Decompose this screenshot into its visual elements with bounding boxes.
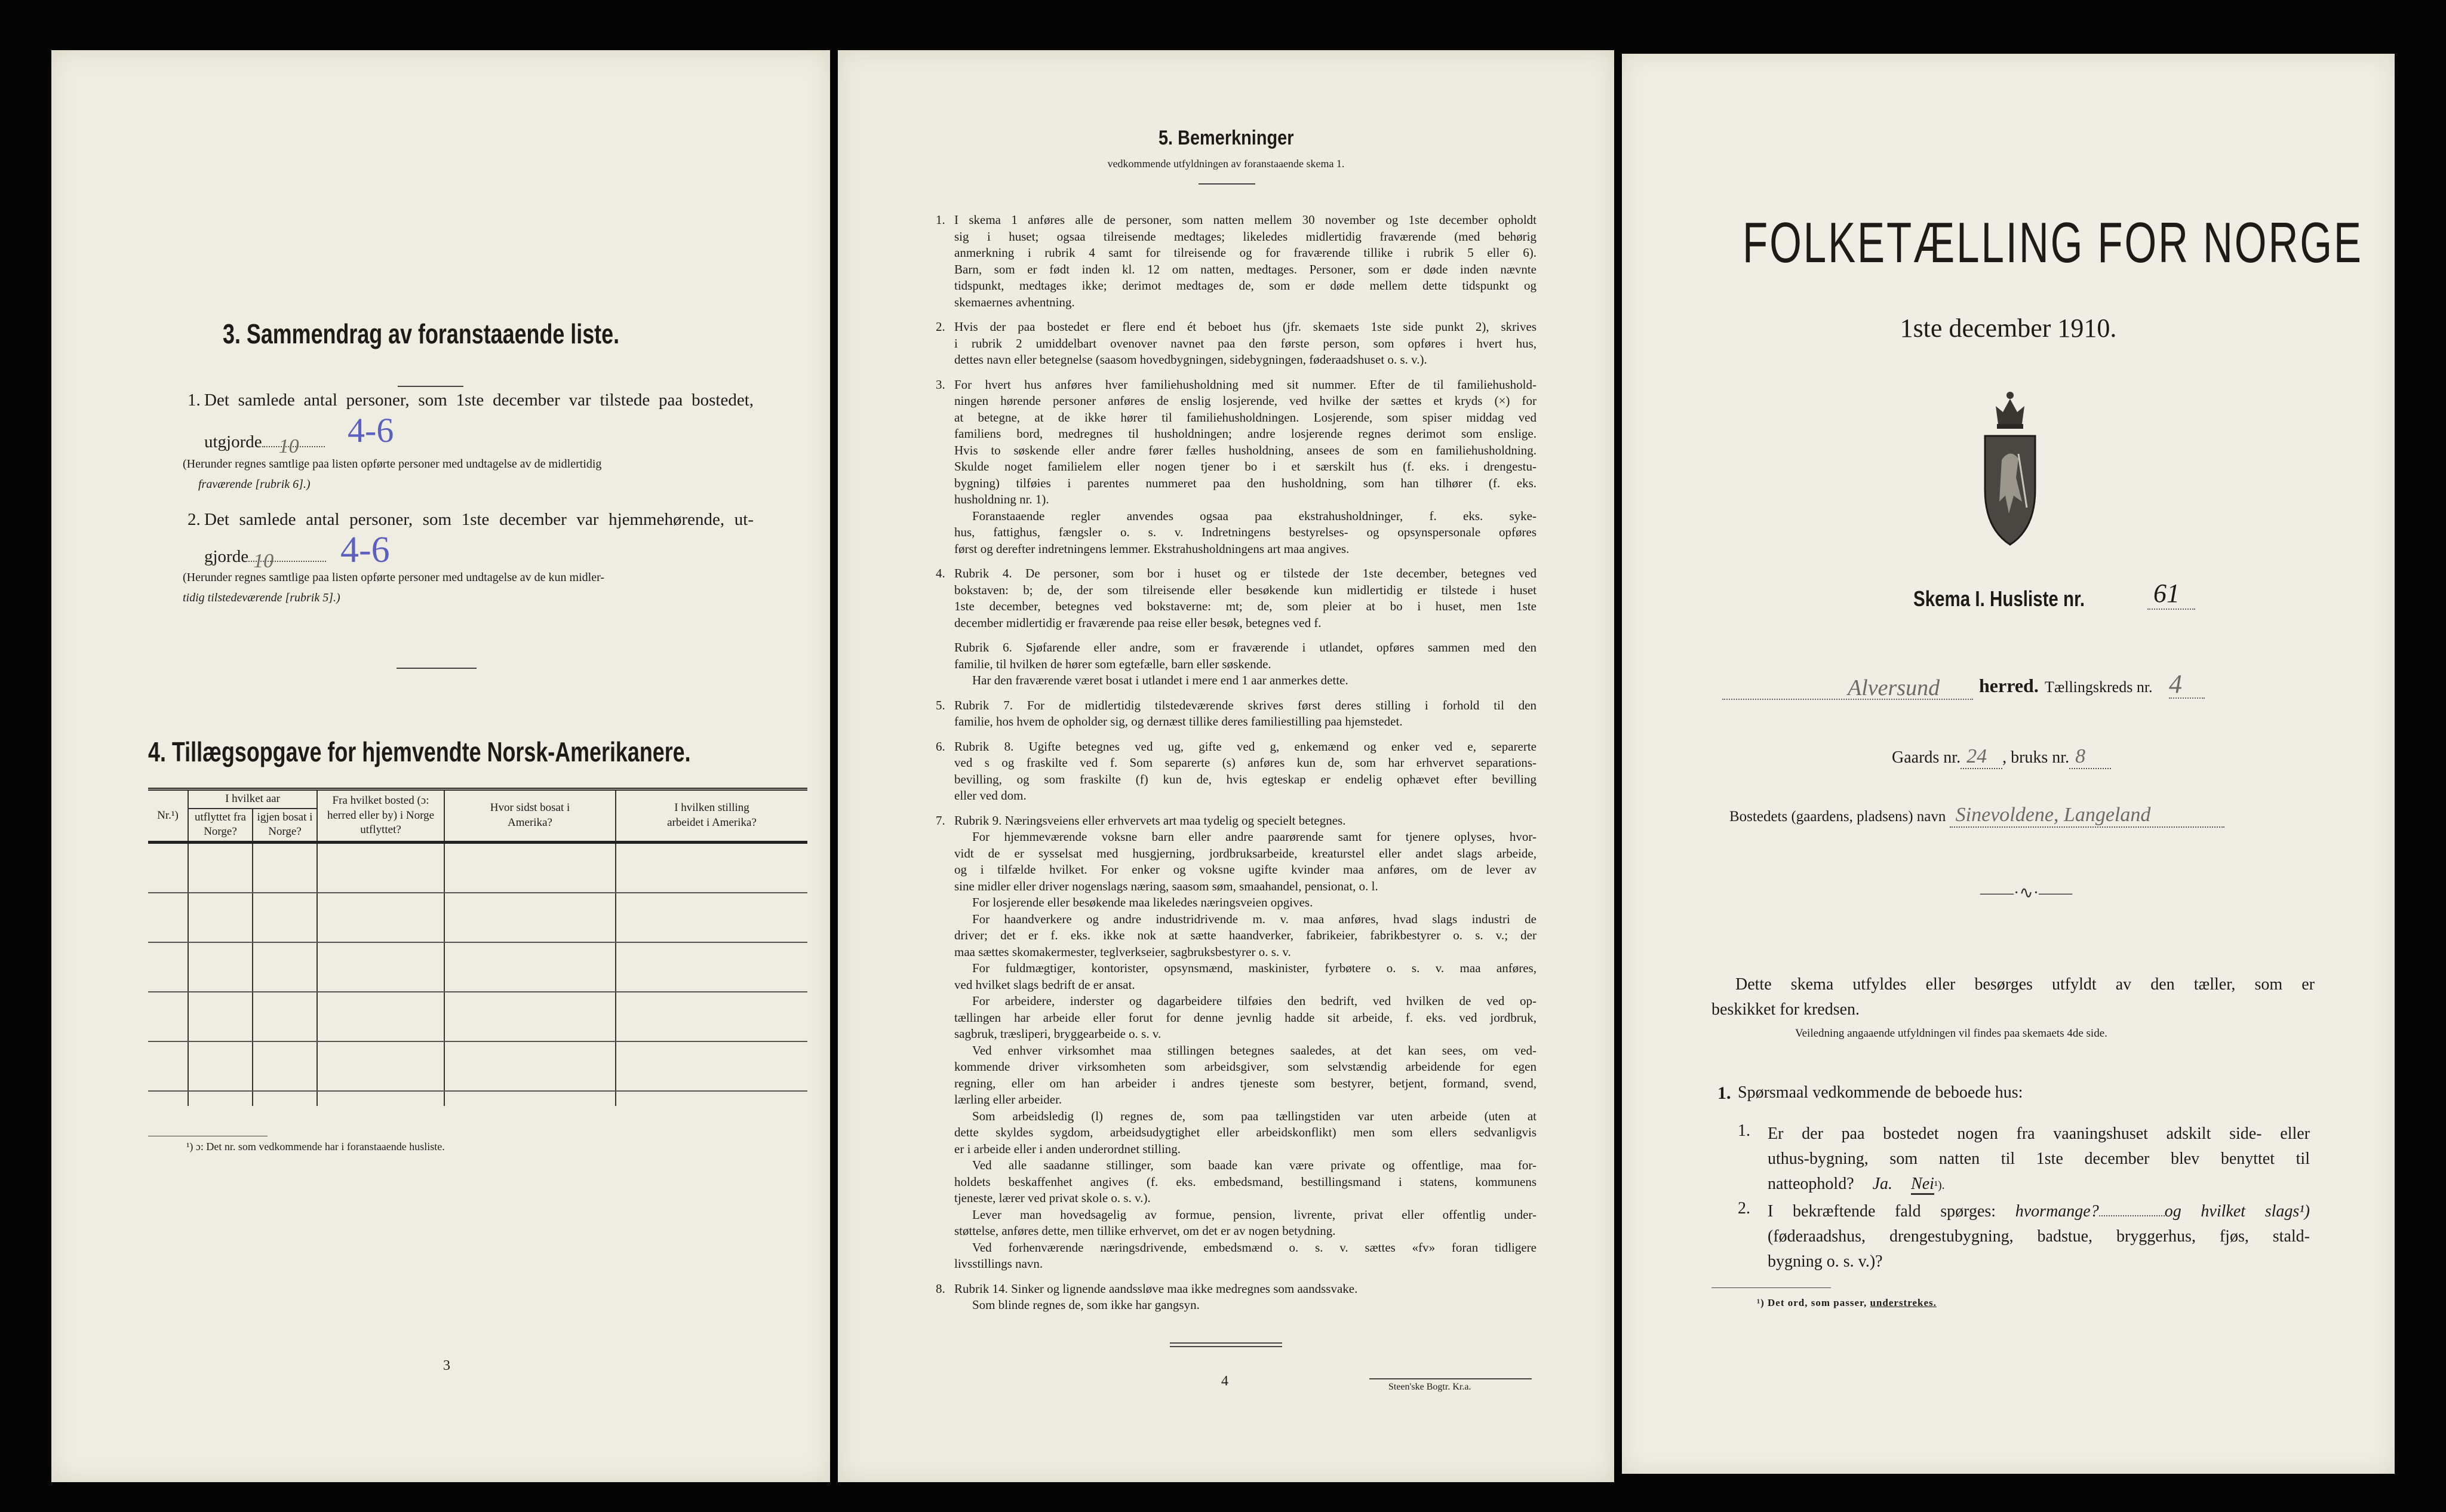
remark-line: Ved alle saadanne stillinger, som baade kan være private og offentlige, maa for-: [972, 1158, 1537, 1172]
remark-line: sine midler eller driver nogenslags næring, saasom søm, smaahandel, pensionat, o. l.: [954, 878, 1378, 893]
husliste-number-field[interactable]: 61: [2147, 578, 2195, 610]
remark-line: holdets beskaffenhet angives (f. eks. embedsmand, bestillingsmand i statens, kommunens: [954, 1174, 1537, 1189]
page-number: 3: [443, 1358, 450, 1373]
remark-line: familiens bord, medregnes til husholdningen; andre losjerende regnes derimot som enslige.: [954, 426, 1537, 441]
item-1-answer: utgjorde 10 4-6: [204, 411, 394, 457]
intro-text: Dette skema utfyldes eller besørges utfyldt av den tæller, som er beskikket for kredsen.: [1711, 975, 2315, 1019]
page-number: 4: [1221, 1373, 1228, 1389]
remark-line: maa sættes skomakermester, teglverkseier, sagbruksbestyrer o. s. v.: [954, 944, 1291, 959]
table-row: [148, 843, 807, 893]
footnote: ¹) ɔ: Det nr. som vedkommende har i foranstaaende husliste.: [186, 1141, 445, 1153]
remark-line: Som blinde regnes de, som ikke har gangsyn.: [972, 1298, 1200, 1312]
col-nr: Nr.¹): [157, 809, 179, 822]
remark-line: ningen hørende personer anføres de enslig losjerende, ved hvilke der sættes et kryds (×) for: [954, 394, 1537, 408]
remark-7: [936, 813, 1537, 1273]
remark-line: dette skyldes sygdom, arbeidsudygtighet eller arbeidskonflikt) men som ellers sedvanligvis: [954, 1125, 1537, 1139]
handwritten-count-ink: 4-6: [340, 530, 390, 570]
remark-line: Har den fraværende været bosat i utlandet i mere end 1 aar anmerkes dette.: [972, 673, 1348, 687]
remark-line: bevilling, og som fraskilte (f) kun de, hvis egteskap er endelig ophævet efter bevilling: [954, 772, 1537, 786]
remark-8: [936, 1281, 1537, 1314]
table-row: [148, 942, 807, 992]
herred-field[interactable]: Alversund: [1722, 675, 1973, 700]
remark-line: sagbruk, træsliperi, bryggearbeide o. s. v.: [954, 1027, 1161, 1041]
table-row: [148, 1041, 807, 1091]
remark-line: kommende driver virksomheten som arbeidsgiver, som selvstændig arbeidende for egen: [954, 1059, 1537, 1074]
col-group-year: I hvilket aar: [188, 789, 317, 809]
remark-line: eller ved dom.: [954, 788, 1027, 803]
option-nei-underlined[interactable]: Nei: [1911, 1175, 1934, 1195]
remark-line: Rubrik 8. Ugifte betegnes ved ug, gifte ved g, enkemænd og enker ved e, separerte: [954, 739, 1537, 754]
norwegian-americans-table: [148, 788, 807, 1106]
remark-line: hus, fattighus, fængsler o. s. v. Indretningens bestyrelses- og opsynspersonale opføres: [954, 525, 1537, 539]
remark-line: Foranstaaende regler anvendes ogsaa paa ekstrahusholdninger, f. eks. syke-: [972, 508, 1537, 523]
remark-line: og i tilfælde hvilket. For enker og voksne ugifte kvinder maa anføres, om de lever av: [954, 862, 1537, 877]
remark-line: dettes navn eller betegnelse (saasom hovedbygningen, sidebygningen, føderaadshuset o. s. v.).: [954, 352, 1427, 367]
coat-of-arms-icon: [1979, 388, 2041, 549]
table-row: [148, 893, 807, 942]
remark-number: 3.: [936, 377, 945, 392]
col-occupation: I hvilken stilling arbeidet i Amerika?: [616, 789, 807, 843]
bosted-field[interactable]: Sinevoldene, Langeland: [1950, 804, 2224, 828]
remark-line: skemaernes avhentning.: [954, 294, 1075, 309]
handwritten-count-pencil: 10: [278, 435, 299, 457]
question-2: I bekræftende fald spørges: hvormange? og hvilket slags¹) (føderaadshus, drengestubygning, badstue, bryggerhus, fjøs, stald- bygning o. s. v.)?: [1768, 1202, 2310, 1271]
double-rule: [1170, 1346, 1282, 1347]
page-1-cover: [1622, 54, 2395, 1474]
census-date: 1ste december 1910.: [1900, 314, 2117, 343]
remark-line: Hvis der paa bostedet er flere end ét beboet hus (jfr. skemaets 1ste side punkt 2), skrives: [954, 319, 1537, 334]
remark-line: familie, hos hvem de opholder sig, og dernæst tillike deres familiestilling paa hjemstedet.: [954, 714, 1403, 729]
page-3-summary: [51, 50, 830, 1482]
col-returned: igjen bosat i Norge?: [253, 809, 317, 843]
remark-line: For losjerende eller besøkende maa likeledes næringsveien opgives.: [972, 895, 1313, 909]
remark-line: husholdning nr. 1).: [954, 492, 1049, 506]
item-1-note-1: (Herunder regnes samtlige paa listen opførte personer med undtagelse av de midlertidig: [183, 457, 602, 471]
remark-number: 2.: [936, 319, 945, 334]
remark-line: Barn, som er født inden kl. 12 om natten, medtages. Personer, som er døde inden nævnte: [954, 262, 1537, 276]
herred-label: herred.: [1979, 675, 2039, 696]
remark-line: Lever man hovedsagelig av formue, pension, livrente, privat eller offentlig under-: [972, 1207, 1537, 1222]
remark-number: 1.: [936, 213, 945, 227]
question-section-num: 1.: [1717, 1083, 1731, 1103]
ornament-divider: ——·∿·——: [1980, 884, 2073, 902]
item-2-answer: gjorde 10 4-6: [204, 530, 390, 572]
page-4-remarks: [838, 50, 1614, 1482]
remark-line: er i arbeide eller i anden underordnet stilling.: [954, 1141, 1181, 1156]
col-from-where: Fra hvilket bosted (ɔ: herred eller by) i Norge utflyttet?: [317, 789, 444, 843]
section-4-heading: 4. Tillægsopgave for hjemvendte Norsk-Amerikanere.: [148, 736, 691, 767]
remark-line: Rubrik 6. Sjøfarende eller andre, som er fraværende i utlandet, opføres sammen med den: [954, 640, 1537, 654]
remark-line: Hvis to søskende eller andre fører fælles husholdning, ansees de som en familiehusholdning.: [954, 442, 1537, 457]
census-title: FOLKETÆLLING FOR NORGE: [1743, 211, 2363, 275]
footnote: ¹) Det ord, som passer, understrekes.: [1757, 1297, 1937, 1308]
divider: [397, 668, 477, 669]
section-3-heading: 3. Sammendrag av foranstaaende liste.: [223, 318, 620, 349]
question-section-title: Spørsmaal vedkommende de beboede hus:: [1738, 1083, 2023, 1102]
remark-line: vidt de er sysselsat med husgjerning, jordbruksarbeide, kreaturstel eller andet slags arbeide,: [954, 846, 1537, 861]
remark-line: Rubrik 4. De personer, som bor i huset og er tilstede der 1ste december, betegnes ved: [954, 566, 1537, 580]
remark-4: [936, 566, 1537, 631]
remarks-subtitle: vedkommende utfyldningen av foranstaaende skema 1.: [1107, 158, 1345, 170]
gaards-row: Gaards nr. 24 , bruks nr. 8: [1892, 745, 2111, 769]
remark-line: driver; det er f. eks. ikke nok at sætte haandverker, fabrikeier, fabrikbestyrer o. s. v.; der: [954, 928, 1537, 942]
item-2-note-1: (Herunder regnes samtlige paa listen opførte personer med undtagelse av de kun midler-: [183, 571, 605, 584]
remark-line: Rubrik 7. For de midlertidig tilstedeværende skrives først deres stilling i forhold til den: [954, 697, 1537, 712]
question-1: Er der paa bostedet nogen fra vaaningshuset adskilt side- eller uthus-bygning, som natten til 1ste december blev benyttet til natteophold? Ja. Nei¹).: [1768, 1121, 2310, 1198]
remark-line: regning, eller om han arbeider i andres tjeneste som bestyrer, betjent, formand, svend,: [954, 1075, 1537, 1090]
skema-line: Skema I. Husliste nr.: [1913, 586, 2085, 611]
q1-num: 1.: [1738, 1121, 1750, 1140]
remark-line: lærling eller arbeider.: [954, 1092, 1062, 1107]
remark-line: Rubrik 14. Sinker og lignende aandssløve maa ikke medregnes som aandssvake.: [954, 1281, 1358, 1296]
hvormange-field[interactable]: [2099, 1215, 2165, 1216]
kreds-number-field[interactable]: 4: [2169, 669, 2205, 699]
item-2-num: 2.: [188, 510, 201, 529]
col-emigrated: utflyttet fra Norge?: [188, 809, 253, 843]
remark-number: 4.: [936, 566, 945, 580]
remark-line: 1ste december, betegnes ved bokstaverne: mt; de, som pleier at bo i huset, men 1ste: [954, 599, 1537, 613]
q2-num: 2.: [1738, 1199, 1750, 1218]
item-2-text: Det samlede antal personer, som 1ste december var hjemmehørende, ut-: [204, 510, 754, 529]
divider: [398, 386, 463, 387]
remark-line: Skulde noget familielem eller nogen tjener bo i et særskilt hus (f. eks. i drengestu-: [954, 459, 1537, 474]
table-row: [148, 1091, 807, 1106]
remark-line: For hjemmeværende voksne barn eller andre paarørende samt for tjenere oplyses, hvor-: [972, 829, 1537, 844]
item-1-num: 1.: [188, 391, 201, 410]
remark-line: sig i huset; ogsaa tilreisende medtages; likeledes midlertidig fraværende (med behørig: [954, 229, 1537, 244]
remark-number: 6.: [936, 739, 945, 754]
handwritten-count-ink: 4-6: [348, 411, 394, 450]
remark-rubrik-6: [936, 640, 1537, 689]
remarks-title: 5. Bemerkninger: [1158, 127, 1294, 149]
col-last-residence: Hvor sidst bosat i Amerika?: [444, 789, 616, 843]
remark-line: Ved enhver virksomhet maa stillingen betegnes saaledes, at det kan sees, om ved-: [972, 1043, 1537, 1058]
remark-number: 8.: [936, 1281, 945, 1296]
remark-line: For hvert hus anføres hver familiehusholdning med sit nummer. Efter de til familiehushold-: [954, 377, 1537, 392]
bruks-number-field[interactable]: 8: [2069, 745, 2111, 769]
divider: [1199, 183, 1255, 185]
remark-line: ved s og fraskilte ved f. Som separerte (s) anføres kun de, som har erhvervet separations-: [954, 755, 1537, 770]
remark-line: For arbeidere, inderster og dagarbeidere tilføies den bedrift, ved hvilken de ved op-: [972, 994, 1537, 1008]
remark-line: I skema 1 anføres alle de personer, som natten mellem 30 november og 1ste december opholdt: [954, 213, 1537, 227]
remark-line: ved hvilket slags bedrift de er ansat.: [954, 977, 1135, 992]
remark-6: [936, 739, 1537, 804]
footnote-rule: [1711, 1287, 1831, 1288]
remark-line: Rubrik 9. Næringsveiens eller erhvervets art maa tydelig og specielt betegnes.: [954, 813, 1346, 828]
item-1-text: Det samlede antal personer, som 1ste december var tilstede paa bostedet,: [204, 391, 754, 410]
double-rule: [1170, 1342, 1282, 1344]
remark-2: [936, 319, 1537, 368]
remark-line: bokstaven: b; de, der som tilreisende eller besøkende kun midlertidig er tilstede i huset: [954, 582, 1537, 597]
remark-line: livsstillings navn.: [954, 1256, 1043, 1271]
printer-credit: Steen'ske Bogtr. Kr.a.: [1388, 1382, 1471, 1392]
remark-line: tidspunkt, medtages ikke; derimot medtages de, som er døde mellem dette tidspunkt og: [954, 278, 1537, 293]
remark-3: [936, 377, 1537, 558]
remark-line: at betegne, at de ikke hører til familiehusholdningen. Losjerende, som spiser middag ved: [954, 410, 1537, 425]
remark-line: Som arbeidsledig (l) regnes de, som paa tællingstiden var uten arbeide (uten at: [972, 1108, 1537, 1123]
item-1-note-2: fraværende [rubrik 6].): [198, 478, 311, 491]
remark-line: familie, til hvilken de hører som egtefælle, barn eller søskende.: [954, 656, 1271, 671]
remarks-list: [936, 212, 1537, 1322]
remark-5: [936, 697, 1537, 730]
remark-line: støttelse, anføres dette, men tillike erhvervet, om det er av nogen betydning.: [954, 1224, 1336, 1238]
remark-number: 5.: [936, 697, 945, 712]
remark-line: tællingen har arbeide eller forut for denne jevnlig hadde sit arbeide, f. eks. ved jordbruk,: [954, 1010, 1537, 1025]
remark-line: i rubrik 2 umiddelbart ovenover navnet paa den første person, som opføres i hvert hus,: [954, 336, 1537, 351]
handwritten-count-pencil: 10: [253, 550, 274, 572]
remark-number: 7.: [936, 813, 945, 828]
remark-line: For haandverkere og andre industridrivende m. v. maa anføres, hvad slags industri de: [972, 911, 1537, 926]
gaards-number-field[interactable]: 24: [1961, 745, 2002, 769]
table-row: [148, 992, 807, 1041]
remark-line: bygning) tilføies i parentes nummeret paa den husholdning, som han tilhører (f. eks.: [954, 475, 1537, 490]
remark-line: tjeneste, lærer ved privat skole o. s. v.).: [954, 1191, 1151, 1205]
remark-line: For fuldmægtiger, kontorister, opsynsmænd, maskinister, fyrbøtere o. s. v. maa anføres,: [972, 961, 1537, 975]
remark-line: Ved forhenværende næringsdrivende, embedsmænd o. s. v. sættes «fv» foran tidligere: [972, 1240, 1537, 1255]
remark-1: [936, 212, 1537, 311]
bosted-row: Bostedets (gaardens, pladsens) navn Sinevoldene, Langeland: [1729, 804, 2224, 828]
remark-line: først og derefter indretningens lemmer. Ekstrahusholdningens art maa angives.: [954, 541, 1350, 556]
item-2-note-2: tidig tilstedeværende [rubrik 5].): [183, 591, 340, 604]
remark-line: anmerkning i rubrik 4 samt for tilreisende og for fraværende tillike i rubrik 5 eller 6).: [954, 245, 1537, 260]
option-ja[interactable]: Ja.: [1872, 1175, 1893, 1193]
printer-rule: [1369, 1378, 1532, 1379]
remark-line: december midlertidig er fraværende paa reise eller besøk, betegnes ved f.: [954, 615, 1322, 630]
guidance-note: Veiledning angaaende utfyldningen vil findes paa skemaets 4de side.: [1795, 1027, 2107, 1040]
kreds-label: Tællingskreds nr.: [2045, 678, 2153, 696]
